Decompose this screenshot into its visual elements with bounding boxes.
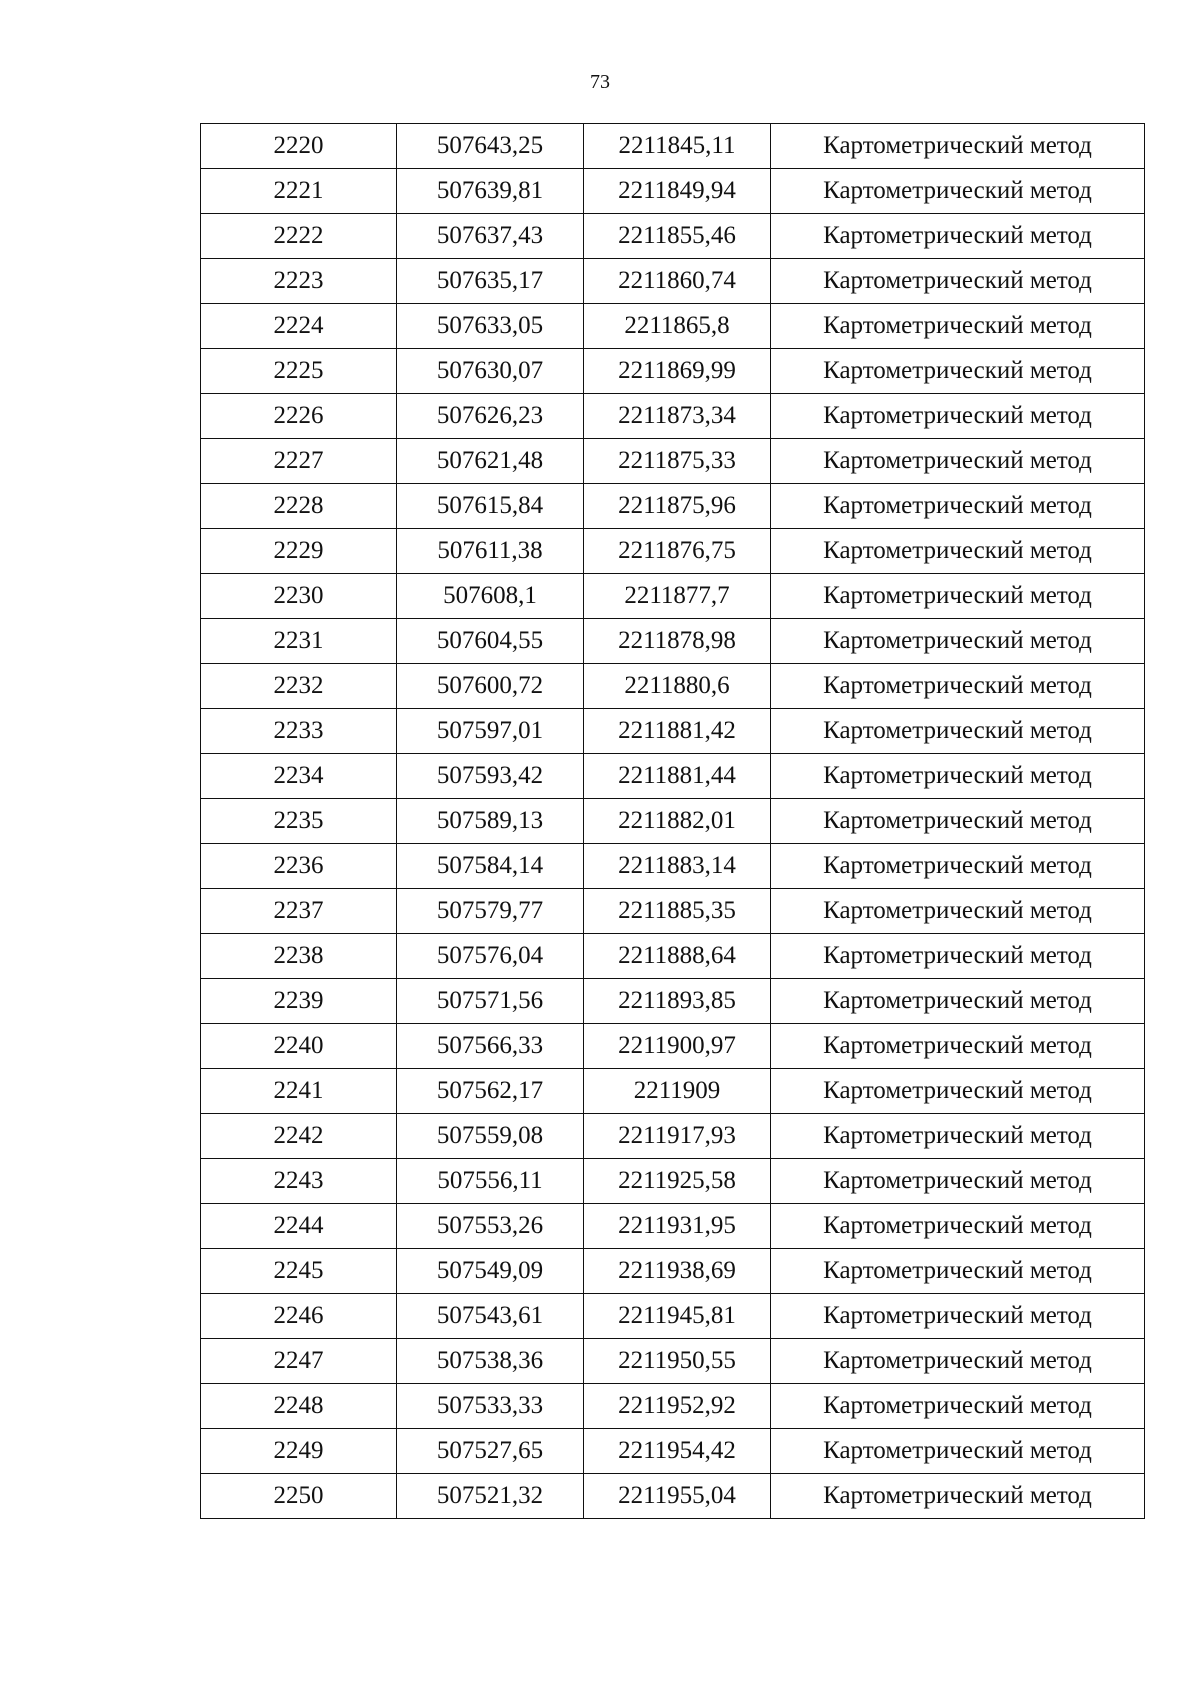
method-cell: Картометрический метод [771,1024,1145,1069]
table-row [201,1294,1145,1339]
table-row [201,799,1145,844]
y-coordinate-cell: 2211888,64 [584,934,771,979]
point-number-cell: 2237 [201,889,397,934]
y-coordinate-cell: 2211855,46 [584,214,771,259]
x-coordinate-cell: 507633,05 [397,304,584,349]
point-number-cell: 2240 [201,1024,397,1069]
point-number-cell: 2243 [201,1159,397,1204]
x-coordinate-cell: 507621,48 [397,439,584,484]
y-coordinate-cell: 2211865,8 [584,304,771,349]
point-number-cell: 2230 [201,574,397,619]
point-number-cell: 2248 [201,1384,397,1429]
x-coordinate-cell: 507604,55 [397,619,584,664]
table-row [201,979,1145,1024]
x-coordinate-cell: 507600,72 [397,664,584,709]
y-coordinate-cell: 2211885,35 [584,889,771,934]
y-coordinate-cell: 2211917,93 [584,1114,771,1159]
method-cell: Картометрический метод [771,664,1145,709]
table-row [201,664,1145,709]
method-cell: Картометрический метод [771,754,1145,799]
coordinates-table [200,123,1145,1519]
method-cell: Картометрический метод [771,889,1145,934]
y-coordinate-cell: 2211869,99 [584,349,771,394]
table-row [201,124,1145,169]
point-number-cell: 2225 [201,349,397,394]
x-coordinate-cell: 507584,14 [397,844,584,889]
y-coordinate-cell: 2211954,42 [584,1429,771,1474]
method-cell: Картометрический метод [771,1339,1145,1384]
method-cell: Картометрический метод [771,484,1145,529]
y-coordinate-cell: 2211845,11 [584,124,771,169]
y-coordinate-cell: 2211945,81 [584,1294,771,1339]
x-coordinate-cell: 507549,09 [397,1249,584,1294]
table-row [201,1384,1145,1429]
table-row [201,1159,1145,1204]
method-cell: Картометрический метод [771,394,1145,439]
y-coordinate-cell: 2211876,75 [584,529,771,574]
table-row [201,574,1145,619]
y-coordinate-cell: 2211938,69 [584,1249,771,1294]
method-cell: Картометрический метод [771,349,1145,394]
point-number-cell: 2229 [201,529,397,574]
x-coordinate-cell: 507635,17 [397,259,584,304]
table-row [201,169,1145,214]
table-row [201,889,1145,934]
x-coordinate-cell: 507639,81 [397,169,584,214]
method-cell: Картометрический метод [771,124,1145,169]
method-cell: Картометрический метод [771,1204,1145,1249]
point-number-cell: 2238 [201,934,397,979]
table-row [201,1339,1145,1384]
table-row [201,1114,1145,1159]
table-row [201,1429,1145,1474]
method-cell: Картометрический метод [771,259,1145,304]
point-number-cell: 2236 [201,844,397,889]
table-row [201,1069,1145,1114]
method-cell: Картометрический метод [771,439,1145,484]
method-cell: Картометрический метод [771,1249,1145,1294]
x-coordinate-cell: 507556,11 [397,1159,584,1204]
point-number-cell: 2244 [201,1204,397,1249]
point-number-cell: 2246 [201,1294,397,1339]
y-coordinate-cell: 2211900,97 [584,1024,771,1069]
method-cell: Картометрический метод [771,979,1145,1024]
point-number-cell: 2233 [201,709,397,754]
table-row [201,214,1145,259]
y-coordinate-cell: 2211849,94 [584,169,771,214]
point-number-cell: 2222 [201,214,397,259]
y-coordinate-cell: 2211952,92 [584,1384,771,1429]
point-number-cell: 2239 [201,979,397,1024]
y-coordinate-cell: 2211931,95 [584,1204,771,1249]
x-coordinate-cell: 507589,13 [397,799,584,844]
method-cell: Картометрический метод [771,169,1145,214]
method-cell: Картометрический метод [771,1429,1145,1474]
x-coordinate-cell: 507608,1 [397,574,584,619]
method-cell: Картометрический метод [771,304,1145,349]
x-coordinate-cell: 507576,04 [397,934,584,979]
table-row [201,934,1145,979]
x-coordinate-cell: 507553,26 [397,1204,584,1249]
x-coordinate-cell: 507593,42 [397,754,584,799]
method-cell: Картометрический метод [771,1474,1145,1519]
table-row [201,439,1145,484]
x-coordinate-cell: 507630,07 [397,349,584,394]
table-row [201,709,1145,754]
x-coordinate-cell: 507637,43 [397,214,584,259]
y-coordinate-cell: 2211877,7 [584,574,771,619]
y-coordinate-cell: 2211909 [584,1069,771,1114]
method-cell: Картометрический метод [771,1114,1145,1159]
method-cell: Картометрический метод [771,1069,1145,1114]
y-coordinate-cell: 2211955,04 [584,1474,771,1519]
point-number-cell: 2227 [201,439,397,484]
method-cell: Картометрический метод [771,619,1145,664]
point-number-cell: 2223 [201,259,397,304]
x-coordinate-cell: 507615,84 [397,484,584,529]
x-coordinate-cell: 507562,17 [397,1069,584,1114]
table-row [201,619,1145,664]
page-number: 73 [590,71,610,93]
point-number-cell: 2249 [201,1429,397,1474]
point-number-cell: 2247 [201,1339,397,1384]
point-number-cell: 2250 [201,1474,397,1519]
x-coordinate-cell: 507543,61 [397,1294,584,1339]
x-coordinate-cell: 507571,56 [397,979,584,1024]
table-row [201,304,1145,349]
y-coordinate-cell: 2211875,33 [584,439,771,484]
x-coordinate-cell: 507566,33 [397,1024,584,1069]
point-number-cell: 2231 [201,619,397,664]
point-number-cell: 2224 [201,304,397,349]
x-coordinate-cell: 507533,33 [397,1384,584,1429]
x-coordinate-cell: 507597,01 [397,709,584,754]
method-cell: Картометрический метод [771,529,1145,574]
coordinates-table-body [201,124,1145,1519]
point-number-cell: 2221 [201,169,397,214]
table-row [201,529,1145,574]
y-coordinate-cell: 2211893,85 [584,979,771,1024]
method-cell: Картометрический метод [771,574,1145,619]
y-coordinate-cell: 2211881,44 [584,754,771,799]
x-coordinate-cell: 507527,65 [397,1429,584,1474]
table-row [201,1204,1145,1249]
table-row [201,844,1145,889]
method-cell: Картометрический метод [771,934,1145,979]
point-number-cell: 2226 [201,394,397,439]
y-coordinate-cell: 2211881,42 [584,709,771,754]
x-coordinate-cell: 507538,36 [397,1339,584,1384]
x-coordinate-cell: 507559,08 [397,1114,584,1159]
table-row [201,1474,1145,1519]
method-cell: Картометрический метод [771,844,1145,889]
table-row [201,754,1145,799]
y-coordinate-cell: 2211875,96 [584,484,771,529]
table-row [201,349,1145,394]
method-cell: Картометрический метод [771,214,1145,259]
y-coordinate-cell: 2211873,34 [584,394,771,439]
method-cell: Картометрический метод [771,1294,1145,1339]
x-coordinate-cell: 507643,25 [397,124,584,169]
y-coordinate-cell: 2211883,14 [584,844,771,889]
y-coordinate-cell: 2211860,74 [584,259,771,304]
table-row [201,1024,1145,1069]
table-row [201,1249,1145,1294]
point-number-cell: 2242 [201,1114,397,1159]
y-coordinate-cell: 2211880,6 [584,664,771,709]
table-row [201,394,1145,439]
y-coordinate-cell: 2211882,01 [584,799,771,844]
x-coordinate-cell: 507611,38 [397,529,584,574]
y-coordinate-cell: 2211950,55 [584,1339,771,1384]
x-coordinate-cell: 507626,23 [397,394,584,439]
table-row [201,484,1145,529]
table-row [201,259,1145,304]
y-coordinate-cell: 2211878,98 [584,619,771,664]
method-cell: Картометрический метод [771,1384,1145,1429]
method-cell: Картометрический метод [771,1159,1145,1204]
y-coordinate-cell: 2211925,58 [584,1159,771,1204]
method-cell: Картометрический метод [771,709,1145,754]
point-number-cell: 2232 [201,664,397,709]
x-coordinate-cell: 507579,77 [397,889,584,934]
point-number-cell: 2228 [201,484,397,529]
method-cell: Картометрический метод [771,799,1145,844]
point-number-cell: 2241 [201,1069,397,1114]
point-number-cell: 2220 [201,124,397,169]
x-coordinate-cell: 507521,32 [397,1474,584,1519]
point-number-cell: 2235 [201,799,397,844]
point-number-cell: 2245 [201,1249,397,1294]
point-number-cell: 2234 [201,754,397,799]
